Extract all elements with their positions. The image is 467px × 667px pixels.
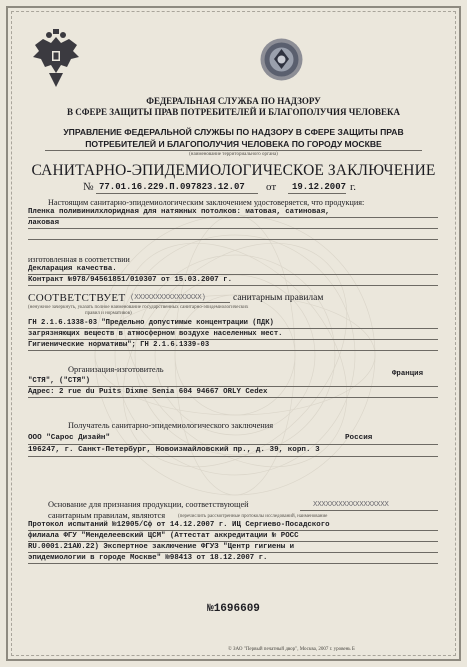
conclusion-number: 77.01.16.229.П.097823.12.07 xyxy=(99,182,245,192)
basis-line3: RU.0001.21АЮ.22) Экспертное заключение ФГУЗ "Центр гигиены и xyxy=(28,543,295,551)
basis-line-a: санитарным правилам, являются xyxy=(48,511,166,520)
conformity-line1: ГН 2.1.6.1338-03 "Предельно допустимые концентрации (ПДК) xyxy=(28,319,274,327)
manufacturer-address: Адрес: 2 rue du Puits Dixme Senia 604 94667 ORLY Cedex xyxy=(28,388,268,396)
conclusion-date: 19.12.2007 xyxy=(292,182,347,192)
conformity-struck-text: (XXXXXXXXXXXXXXXX) xyxy=(130,294,206,302)
manufactured-label: изготовленная в соответствии xyxy=(28,255,130,264)
office-caption: (наименование территориального органа) xyxy=(189,152,278,157)
conformity-caption1: (ненужное зачеркнуть, указать полное наименование государственных санитарно-эпидемиологических xyxy=(28,305,249,310)
product-line2: лаковая xyxy=(28,219,60,227)
conformity-line3: Гигиенические нормативы"; ГН 2.1.6.1339-03 xyxy=(28,341,210,349)
certify-label: Настоящим санитарно-эпидемиологическим заключением удостоверяется, что продукция: xyxy=(48,198,365,207)
printer-footer: © ЗАО "Первый печатный двор", Москва, 2007 г. уровень Б xyxy=(228,647,355,652)
conformity-line2: загрязняющих веществ в атмосферном воздухе населенных мест. xyxy=(28,330,283,338)
manufactured-line1: Декларация качества. xyxy=(28,265,117,273)
document-title: САНИТАРНО-ЭПИДЕМИОЛОГИЧЕСКОЕ ЗАКЛЮЧЕНИЕ xyxy=(31,162,436,179)
number-prefix: № xyxy=(83,181,94,193)
manufacturer-name: "СТЯ", ("СТЯ") xyxy=(28,377,91,385)
date-from-label: от xyxy=(266,181,277,193)
hologram-seal-icon xyxy=(258,37,305,82)
basis-struck-text: XXXXXXXXXXXXXXXXXX xyxy=(313,501,389,509)
recipient-name: ООО "Сарос Дизайн" xyxy=(28,434,111,442)
basis-line1: Протокол испытаний №12905/Сф от 14.12.2007 г. ИЦ Сергиево-Посадского xyxy=(28,521,330,529)
office-name-line1: УПРАВЛЕНИЕ ФЕДЕРАЛЬНОЙ СЛУЖБЫ ПО НАДЗОРУ В СФЕРЕ ЗАЩИТЫ ПРАВ xyxy=(63,127,404,137)
recipient-country: Россия xyxy=(345,434,373,442)
conformity-caption2: правил и нормативов) xyxy=(85,311,132,316)
conformity-label: СООТВЕТСТВУЕТ xyxy=(28,292,126,304)
basis-label: Основание для признания продукции, соответствующей xyxy=(48,500,249,509)
recipient-label: Получатель санитарно-эпидемиологического заключения xyxy=(68,421,274,430)
basis-line4: эпидемиологии в городе Москве" №98413 от 18.12.2007 г. xyxy=(28,554,268,562)
recipient-address: 196247, г. Санкт-Петербург, Новоизмайловский пр., д. 39, корп. 3 xyxy=(28,446,320,454)
double-headed-eagle-emblem-icon xyxy=(27,27,85,91)
serial-number: №1696609 xyxy=(207,603,260,615)
basis-caption: (перечислить рассмотренные протоколы исследований, наименование xyxy=(178,514,328,519)
basis-line2: филиала ФГУ "Менделеевский ЦСМ" (Аттестат аккредитации № РОСС xyxy=(28,532,299,540)
manufactured-line2: Контракт №978/94561851/010307 от 15.03.2007 г. xyxy=(28,276,233,284)
agency-name-line2: В СФЕРЕ ЗАЩИТЫ ПРАВ ПОТРЕБИТЕЛЕЙ И БЛАГОПОЛУЧИЯ ЧЕЛОВЕКА xyxy=(67,107,400,117)
agency-name-line1: ФЕДЕРАЛЬНАЯ СЛУЖБА ПО НАДЗОРУ xyxy=(146,96,321,106)
manufacturer-label: Организация-изготовитель xyxy=(68,365,164,374)
conformity-rest: санитарным правилам xyxy=(233,293,324,303)
manufacturer-country: Франция xyxy=(392,370,424,378)
product-line1: Пленка поливинилхлоридная для натяжных потолков: матовая, сатиновая, xyxy=(28,208,330,216)
date-suffix: г. xyxy=(350,181,357,193)
office-name-line2: ПОТРЕБИТЕЛЕЙ И БЛАГОПОЛУЧИЯ ЧЕЛОВЕКА ПО ГОРОДУ МОСКВЕ xyxy=(85,139,382,149)
